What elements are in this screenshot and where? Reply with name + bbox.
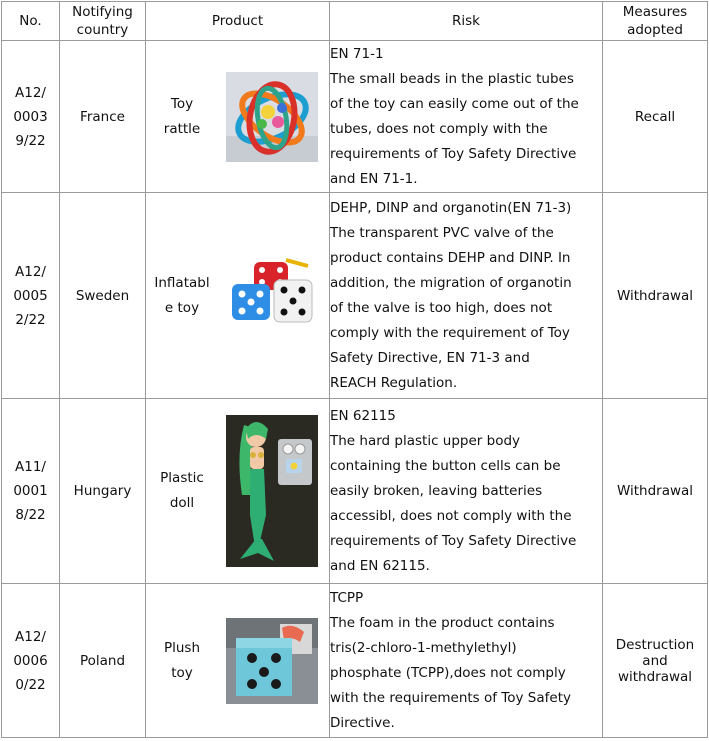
header-measures-line2: adopted [627,22,683,38]
risk-line: phosphate (TCPP),does not comply [330,664,566,681]
risk-line: TCPP [330,589,364,606]
product-name [146,92,216,142]
product-name [146,466,216,516]
risk-description [330,399,603,584]
product-name-line: rattle [163,120,201,137]
notification-number-line: 0006 [13,652,48,669]
risk-line: of the valve is too high, does not [330,299,553,316]
risk-line: EN 62115 [330,407,396,424]
notification-number [2,399,60,584]
header-risk-label: Risk [452,13,480,29]
toy-rattle-photo-icon [226,72,318,162]
measures-line: and [642,652,668,669]
notification-number-line: 9/22 [15,132,46,149]
measures-adopted [603,399,708,584]
risk-line: easily broken, leaving batteries [330,482,543,499]
mermaid-doll-photo-icon [226,415,318,567]
measures-line: Withdrawal [616,287,694,304]
measures-line: Destruction [615,636,695,653]
risk-description [330,584,603,738]
product-cell [146,584,330,738]
header-no [2,2,60,41]
notification-number-line: 0/22 [15,676,46,693]
risk-line: DEHP, DINP and organotin(EN 71-3) [330,199,572,216]
notification-number-line: A11/ [15,459,46,475]
risk-line: containing the button cells can be [330,457,561,474]
table-row [2,399,708,584]
notification-number-line: 8/22 [15,507,46,523]
product-name-line: e toy [164,299,200,316]
risk-line: REACH Regulation. [330,374,458,391]
product-cell [146,399,330,584]
notification-number [2,584,60,738]
product-name-line: Plush [163,639,201,656]
measures-adopted [603,584,708,738]
header-country-line2: country [76,22,129,38]
risk-line: Safety Directive, EN 71-3 and [330,349,530,366]
risk-description [330,193,603,399]
product-recall-table [1,1,708,738]
product-name-line: Toy [170,95,194,112]
measures-adopted [603,41,708,193]
notification-number-line: A12/ [15,263,46,280]
header-country [60,2,146,41]
measures-line: withdrawal [617,668,693,685]
notification-number-line: 0005 [13,287,48,304]
header-measures-line1: Measures [622,4,688,20]
risk-line: The small beads in the plastic tubes [330,70,574,87]
header-product-label: Product [211,13,264,29]
notification-number-line: 0003 [13,108,48,125]
notification-number [2,41,60,193]
risk-line: comply with the requirement of Toy [330,324,570,341]
risk-line: of the toy can easily come out of the [330,95,579,112]
notification-number-line: A12/ [15,84,46,101]
risk-line: tris(2-chloro-1-methylethyl) [330,639,517,656]
header-no-label: No. [19,13,42,29]
inflatable-dice-photo-icon [226,256,318,336]
risk-line: requirements of Toy Safety Directive [330,532,577,549]
product-cell [146,41,330,193]
risk-line: and EN 71-1. [330,170,418,187]
risk-line: The foam in the product contains [330,614,555,631]
product-name [146,636,216,686]
product-name-line: toy [171,664,193,681]
risk-line: requirements of Toy Safety Directive [330,145,577,162]
risk-line: Directive. [330,714,395,731]
product-name-line: Plastic [160,470,204,486]
product-name-line: doll [169,495,195,511]
table-row [2,41,708,193]
notifying-country: France [60,41,146,193]
plush-dice-photo-icon [226,618,318,704]
risk-line: The transparent PVC valve of the [330,224,554,241]
header-measures [603,2,708,41]
product-cell [146,193,330,399]
header-product [146,2,330,41]
risk-line: with the requirements of Toy Safety [330,689,571,706]
notifying-country: Sweden [60,193,146,399]
measures-line: Recall [634,108,676,125]
measures-line: Withdrawal [616,483,694,499]
product-name [146,271,216,321]
notification-number-line: 2/22 [15,311,46,328]
risk-line: product contains DEHP and DINP. In [330,249,571,266]
header-risk [330,2,603,41]
risk-line: addition, the migration of organotin [330,274,572,291]
notification-number-line: A12/ [15,628,46,645]
notification-number [2,193,60,399]
risk-description [330,41,603,193]
measures-adopted [603,193,708,399]
table-row [2,193,708,399]
product-name-line: Inflatabl [154,274,210,291]
risk-line: The hard plastic upper body [330,432,521,449]
header-row [2,2,708,41]
table-row [2,584,708,738]
risk-line: tubes, does not comply with the [330,120,548,137]
risk-line: EN 71-1 [330,45,384,62]
risk-line: and EN 62115. [330,557,430,574]
notification-number-line: 0001 [13,483,48,499]
header-country-line1: Notifying [72,4,133,20]
notifying-country: Hungary [60,399,146,584]
risk-line: accessibl, does not comply with the [330,507,572,524]
notifying-country: Poland [60,584,146,738]
